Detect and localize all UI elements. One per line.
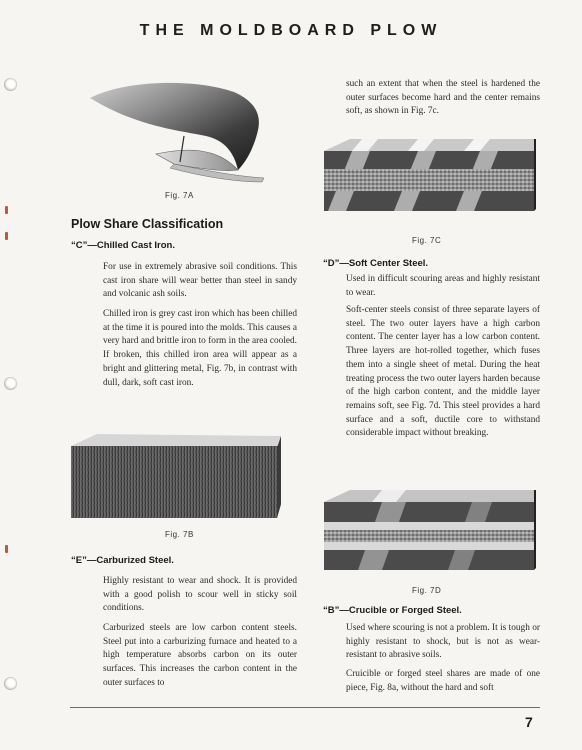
figure-caption: Fig. 7D (412, 586, 442, 595)
paragraph: Carburized steels are low carbon content steels. Steel put into a carburizing furnace and heated to a high temperature absorbs carbon on its outer surfaces. This increases the carbon content in the outer surfaces to (103, 623, 297, 688)
subheading-c: “C”—Chilled Cast Iron. (71, 240, 175, 251)
paragraph: Used in difficult scouring areas and highly resistant to wear. (346, 274, 540, 298)
binder-hole-top (4, 78, 17, 91)
paragraph: For use in extremely abrasive soil conditions. This cast iron share will wear better than steel in sandy and volcanic ash soils. (103, 262, 297, 300)
steel-block-figure-7d (322, 488, 538, 574)
binder-hole-bottom (4, 677, 17, 690)
steel-block-figure-7c (322, 137, 538, 215)
plow-share-figure-7a (84, 78, 280, 188)
paragraph: Soft-center steels consist of three separate layers of steel. The two outer layers have a high carbon content. The center layer has a low carbon content. Three layers are hot-rolled together, which fuses them into a single sheet of metal. During the heat treating process the two outer layers harden because of the high carbon content, and the middle layer remains soft, see Fig. 7d. This steel provides a hard surface and a soft, ductile core to withstand considerable impact without breaking. (346, 305, 540, 439)
figure-caption: Fig. 7B (165, 530, 194, 539)
subheading-d: “D”—Soft Center Steel. (323, 258, 429, 269)
page-title: THE MOLDBOARD PLOW (139, 22, 443, 39)
margin-mark (5, 206, 8, 214)
section-title: Plow Share Classification (71, 217, 224, 231)
footer-rule (70, 707, 540, 708)
paragraph: Highly resistant to wear and shock. It is provided with a good polish to scour well in sticky soil conditions. (103, 576, 297, 614)
margin-mark (5, 232, 8, 240)
paragraph: Used where scouring is not a problem. It is tough or highly resistant to shock, but is not as wear-resistant to abrasive soils. (346, 623, 540, 661)
steel-block-figure-7b (69, 432, 283, 522)
subheading-e: “E”—Carburized Steel. (71, 555, 174, 566)
subheading-b: “B”—Crucible or Forged Steel. (323, 605, 462, 616)
paragraph: Cruicible or forged steel shares are made of one piece, Fig. 8a, without the hard and soft (346, 669, 540, 693)
paragraph: Chilled iron is grey cast iron which has been chilled at the time it is poured into the molds. This causes a very hard and brittle iron to form in the area cooled. If broken, this chilled iron area will appear as a bright and glittering metal, Fig. 7b, in contrast with dull, dark, soft cast iron. (103, 309, 297, 388)
figure-caption: Fig. 7A (165, 191, 194, 200)
binder-hole-middle (4, 377, 17, 390)
paragraph: such an extent that when the steel is hardened the outer surfaces become hard and the center remains soft, as shown in Fig. 7c. (346, 79, 540, 117)
margin-mark (5, 545, 8, 553)
figure-caption: Fig. 7C (412, 236, 442, 245)
page-number: 7 (525, 714, 533, 730)
